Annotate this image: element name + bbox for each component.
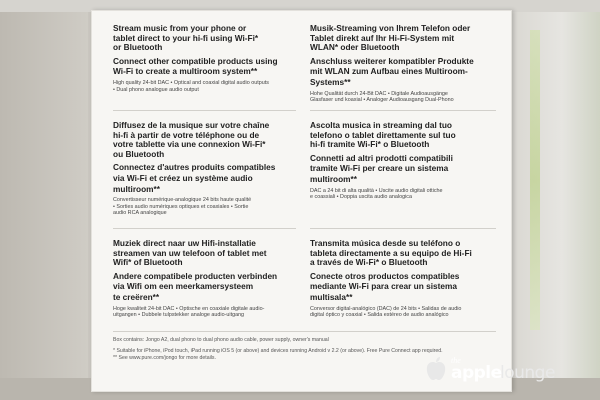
subheading-line: multisala** xyxy=(310,291,353,302)
heading-line: or Bluetooth xyxy=(113,42,163,53)
heading-line: tablet direct to your hi-fi using Wi-Fi* xyxy=(113,32,259,43)
heading-line: Wifi* of Bluetooth xyxy=(113,257,183,268)
subheading-line: Wi-Fi to create a multiroom system** xyxy=(113,66,258,77)
logo-text-apple: apple xyxy=(451,363,502,383)
spec-line: Conversor digital-analógico (DAC) de 24 bits • Salidas de audio xyxy=(310,305,462,312)
subheading-line: tramite Wi-Fi per creare un sistema xyxy=(310,163,449,174)
heading-line: Tablet direkt auf Ihr Hi-Fi-System mit xyxy=(310,32,455,43)
spec-line: High quality 24-bit DAC • Optical and coaxial digital audio outputs xyxy=(113,79,269,86)
logo-text-lounge: lounge xyxy=(500,363,555,383)
heading-line: streamen van uw telefoon of tablet met xyxy=(113,247,267,258)
spec-line: e coassiali • Doppia uscita audio analogica xyxy=(310,194,412,201)
heading-line: ou Bluetooth xyxy=(113,148,165,159)
heading-line: votre tablette via une connexion Wi-Fi* xyxy=(113,139,266,150)
subheading-line: mediante Wi-Fi para crear un sistema xyxy=(310,281,458,292)
subheading-line: te creëren** xyxy=(113,291,160,302)
heading-line: telefono o tablet direttamente sul tuo xyxy=(310,129,456,140)
spec-line: Glasfaser und koaxial • Analoger Audioausgang Dual-Phono xyxy=(310,97,454,104)
subheading-line: Connetti ad altri prodotti compatibili xyxy=(310,152,453,163)
heading-line: Ascolta musica in streaming dal tuo xyxy=(310,120,453,130)
section-dutch xyxy=(113,239,277,319)
spec-line: Convertisseur numérique-analogique 24 bits haute qualité xyxy=(113,197,252,204)
subheading-line: Systems** xyxy=(310,76,351,87)
heading-line: Diffusez de la musique sur votre chaîne xyxy=(113,120,270,130)
heading-line: Musik-Streaming von Ihrem Telefon oder xyxy=(310,23,471,33)
section-english xyxy=(113,24,278,93)
spec-line: Hohe Qualität durch 24-Bit DAC • Digitale Audioausgänge xyxy=(310,90,448,97)
divider xyxy=(310,228,496,229)
subheading-line: via Wi-Fi et créez un système audio xyxy=(113,172,253,183)
subheading-line: Connectez d'autres produits compatibles xyxy=(113,162,276,173)
divider xyxy=(310,110,496,111)
spec-line: DAC a 24 bit di alta qualità • Uscite audio digitali ottiche xyxy=(310,187,443,194)
spec-line: audio RCA analogique xyxy=(113,210,167,217)
spec-line: • Sorties audio numériques optiques et coaxiales • Sortie xyxy=(113,203,249,210)
footnote: * Suitable for iPhone, iPod touch, iPad running iOS 5 (or above) and devices running Android v 2.2 (or above). Free Pure Connect app required. xyxy=(113,348,443,354)
subheading-line: Anschluss weiterer kompatibler Produkte xyxy=(310,55,474,66)
section-spanish xyxy=(310,239,472,319)
subheading-line: Conecte otros productos compatibles xyxy=(310,270,460,281)
subheading-line: Connect other compatible products using xyxy=(113,55,278,66)
background-left xyxy=(0,0,88,400)
subheading-line: multiroom** xyxy=(310,173,358,184)
section-italian xyxy=(310,121,456,201)
heading-line: Muziek direct naar uw Hifi-installatie xyxy=(113,238,256,248)
divider xyxy=(113,110,296,111)
footnote: ** See www.pure.com/jongo for more details. xyxy=(113,355,216,361)
spec-line: uitgangen • Dubbele tulpstekker analoge audio-uitgang xyxy=(113,312,245,319)
heading-line: hi-fi à partir de votre téléphone ou de xyxy=(113,129,260,140)
heading-line: Transmita música desde su teléfono o xyxy=(310,238,461,248)
apple-icon xyxy=(425,356,447,382)
background-green-edge xyxy=(530,30,540,330)
spec-line: • Dual phono analogue audio output xyxy=(113,86,199,93)
subheading-line: Andere compatibele producten verbinden xyxy=(113,270,278,281)
subheading-line: via Wifi om een meerkamersysteem xyxy=(113,281,254,292)
heading-line: hi-fi tramite Wi-Fi* o Bluetooth xyxy=(310,139,430,150)
heading-line: a través de Wi-Fi* o Bluetooth xyxy=(310,257,428,268)
subheading-line: mit WLAN zum Aufbau eines Multiroom- xyxy=(310,66,468,77)
divider xyxy=(113,228,296,229)
heading-line: WLAN* oder Bluetooth xyxy=(310,42,400,53)
divider xyxy=(113,331,496,332)
heading-line: tableta directamente a su equipo de Hi-Fi xyxy=(310,247,472,258)
section-german xyxy=(310,24,474,104)
spec-line: Hoge kwaliteit 24-bit DAC • Optische en coaxiale digitale audio- xyxy=(113,305,265,312)
heading-line: Stream music from your phone or xyxy=(113,23,247,33)
subheading-line: multiroom** xyxy=(113,183,161,194)
background-right xyxy=(505,0,600,400)
section-french xyxy=(113,121,275,217)
box-contents: Box contains: Jongo A2, dual phono to dual phono audio cable, power supply, owner's manual xyxy=(113,337,329,343)
logo-text-the: the xyxy=(451,356,461,365)
spec-line: digital óptico y coaxial • Salida estéreo de audio analógico xyxy=(310,312,449,319)
